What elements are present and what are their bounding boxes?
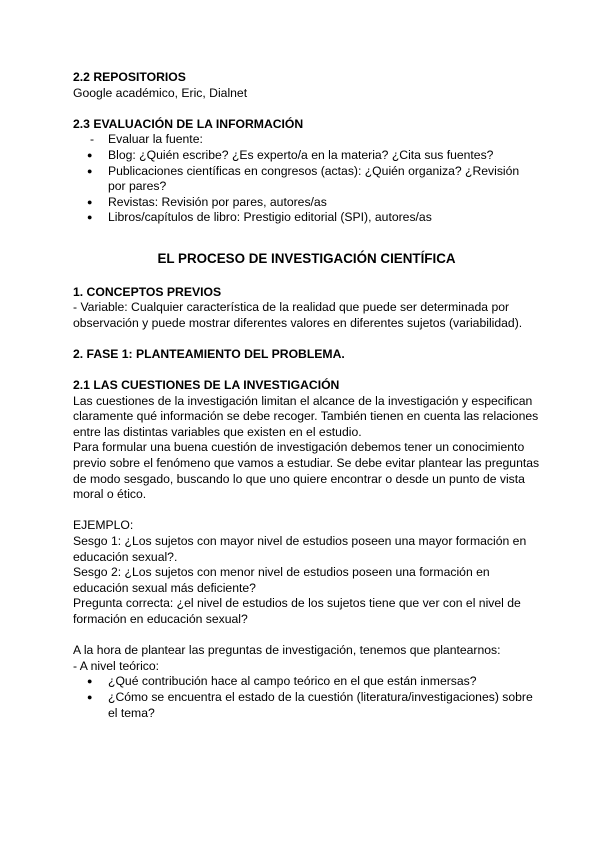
main-title: EL PROCESO DE INVESTIGACIÓN CIENTÍFICA [157, 250, 456, 266]
section-1-text: - Variable: Cualquier característica de la realidad que puede ser determinada por observación y puede mostrar diferentes valores en diferentes sujetos (variabilidad). [73, 300, 523, 330]
theory-bullet-list [73, 674, 540, 721]
example-correct-question: Pregunta correcta: ¿el nivel de estudios de los sujetos tiene que ver con el nivel de formación en educación sexual? [73, 596, 521, 626]
list-item: ● Libros/capítulos de libro: Prestigio editorial (SPI), autores/as [73, 210, 540, 226]
section-2-2-heading: 2.2 REPOSITORIOS [73, 70, 186, 84]
list-item: ● ¿Cómo se encuentra el estado de la cuestión (literatura/investigaciones) sobre el tema? [73, 690, 540, 721]
list-item: ● ¿Qué contribución hace al campo teórico en el que están inmersas? [73, 674, 540, 690]
dash-list [73, 132, 540, 148]
list-item: ● Revistas: Revisión por pares, autores/as [73, 195, 540, 211]
example-label: EJEMPLO: [73, 518, 134, 533]
closing-intro: A la hora de plantear las preguntas de investigación, tenemos que plantearnos: [73, 643, 501, 658]
section-2-1-heading: 2.1 LAS CUESTIONES DE LA INVESTIGACIÓN [73, 378, 340, 393]
section-2-3-heading: 2.3 EVALUACIÓN DE LA INFORMACIÓN [73, 116, 304, 131]
section-2-1-para-1: Las cuestiones de la investigación limitan el alcance de la investigación y especifican claramente qué información se debe recoger. También tienen en cuenta las relaciones entre las distintas variables que existen en el estudio. [73, 393, 539, 439]
section-2-2-text: Google académico, Eric, Dialnet [73, 85, 248, 100]
section-2-heading: 2. FASE 1: PLANTEAMIENTO DEL PROBLEMA. [73, 346, 345, 361]
evaluation-bullet-list [73, 148, 540, 226]
list-item: ● Publicaciones científicas en congresos (actas): ¿Quién organiza? ¿Revisión por pares? [73, 164, 540, 195]
example-sesgo-1: Sesgo 1: ¿Los sujetos con mayor nivel de estudios poseen una mayor formación en educación sexual?. [73, 534, 527, 564]
dash-item: - Evaluar la fuente: [73, 132, 540, 148]
section-2-1-para-2: Para formular una buena cuestión de investigación debemos tener un conocimiento previo sobre el fenómeno que vamos a estudiar. Se debe evitar plantear las preguntas de modo sesgado, buscando lo que uno quiere encontrar o desde un punto de vista moral o ético. [73, 440, 540, 502]
section-1-heading: 1. CONCEPTOS PREVIOS [73, 284, 222, 299]
closing-level: - A nivel teórico: [73, 658, 160, 673]
example-sesgo-2: Sesgo 2: ¿Los sujetos con menor nivel de estudios poseen una formación en educación sexual más deficiente? [73, 565, 490, 595]
list-item: ● Blog: ¿Quién escribe? ¿Es experto/a en la materia? ¿Cita sus fuentes? [73, 148, 540, 164]
